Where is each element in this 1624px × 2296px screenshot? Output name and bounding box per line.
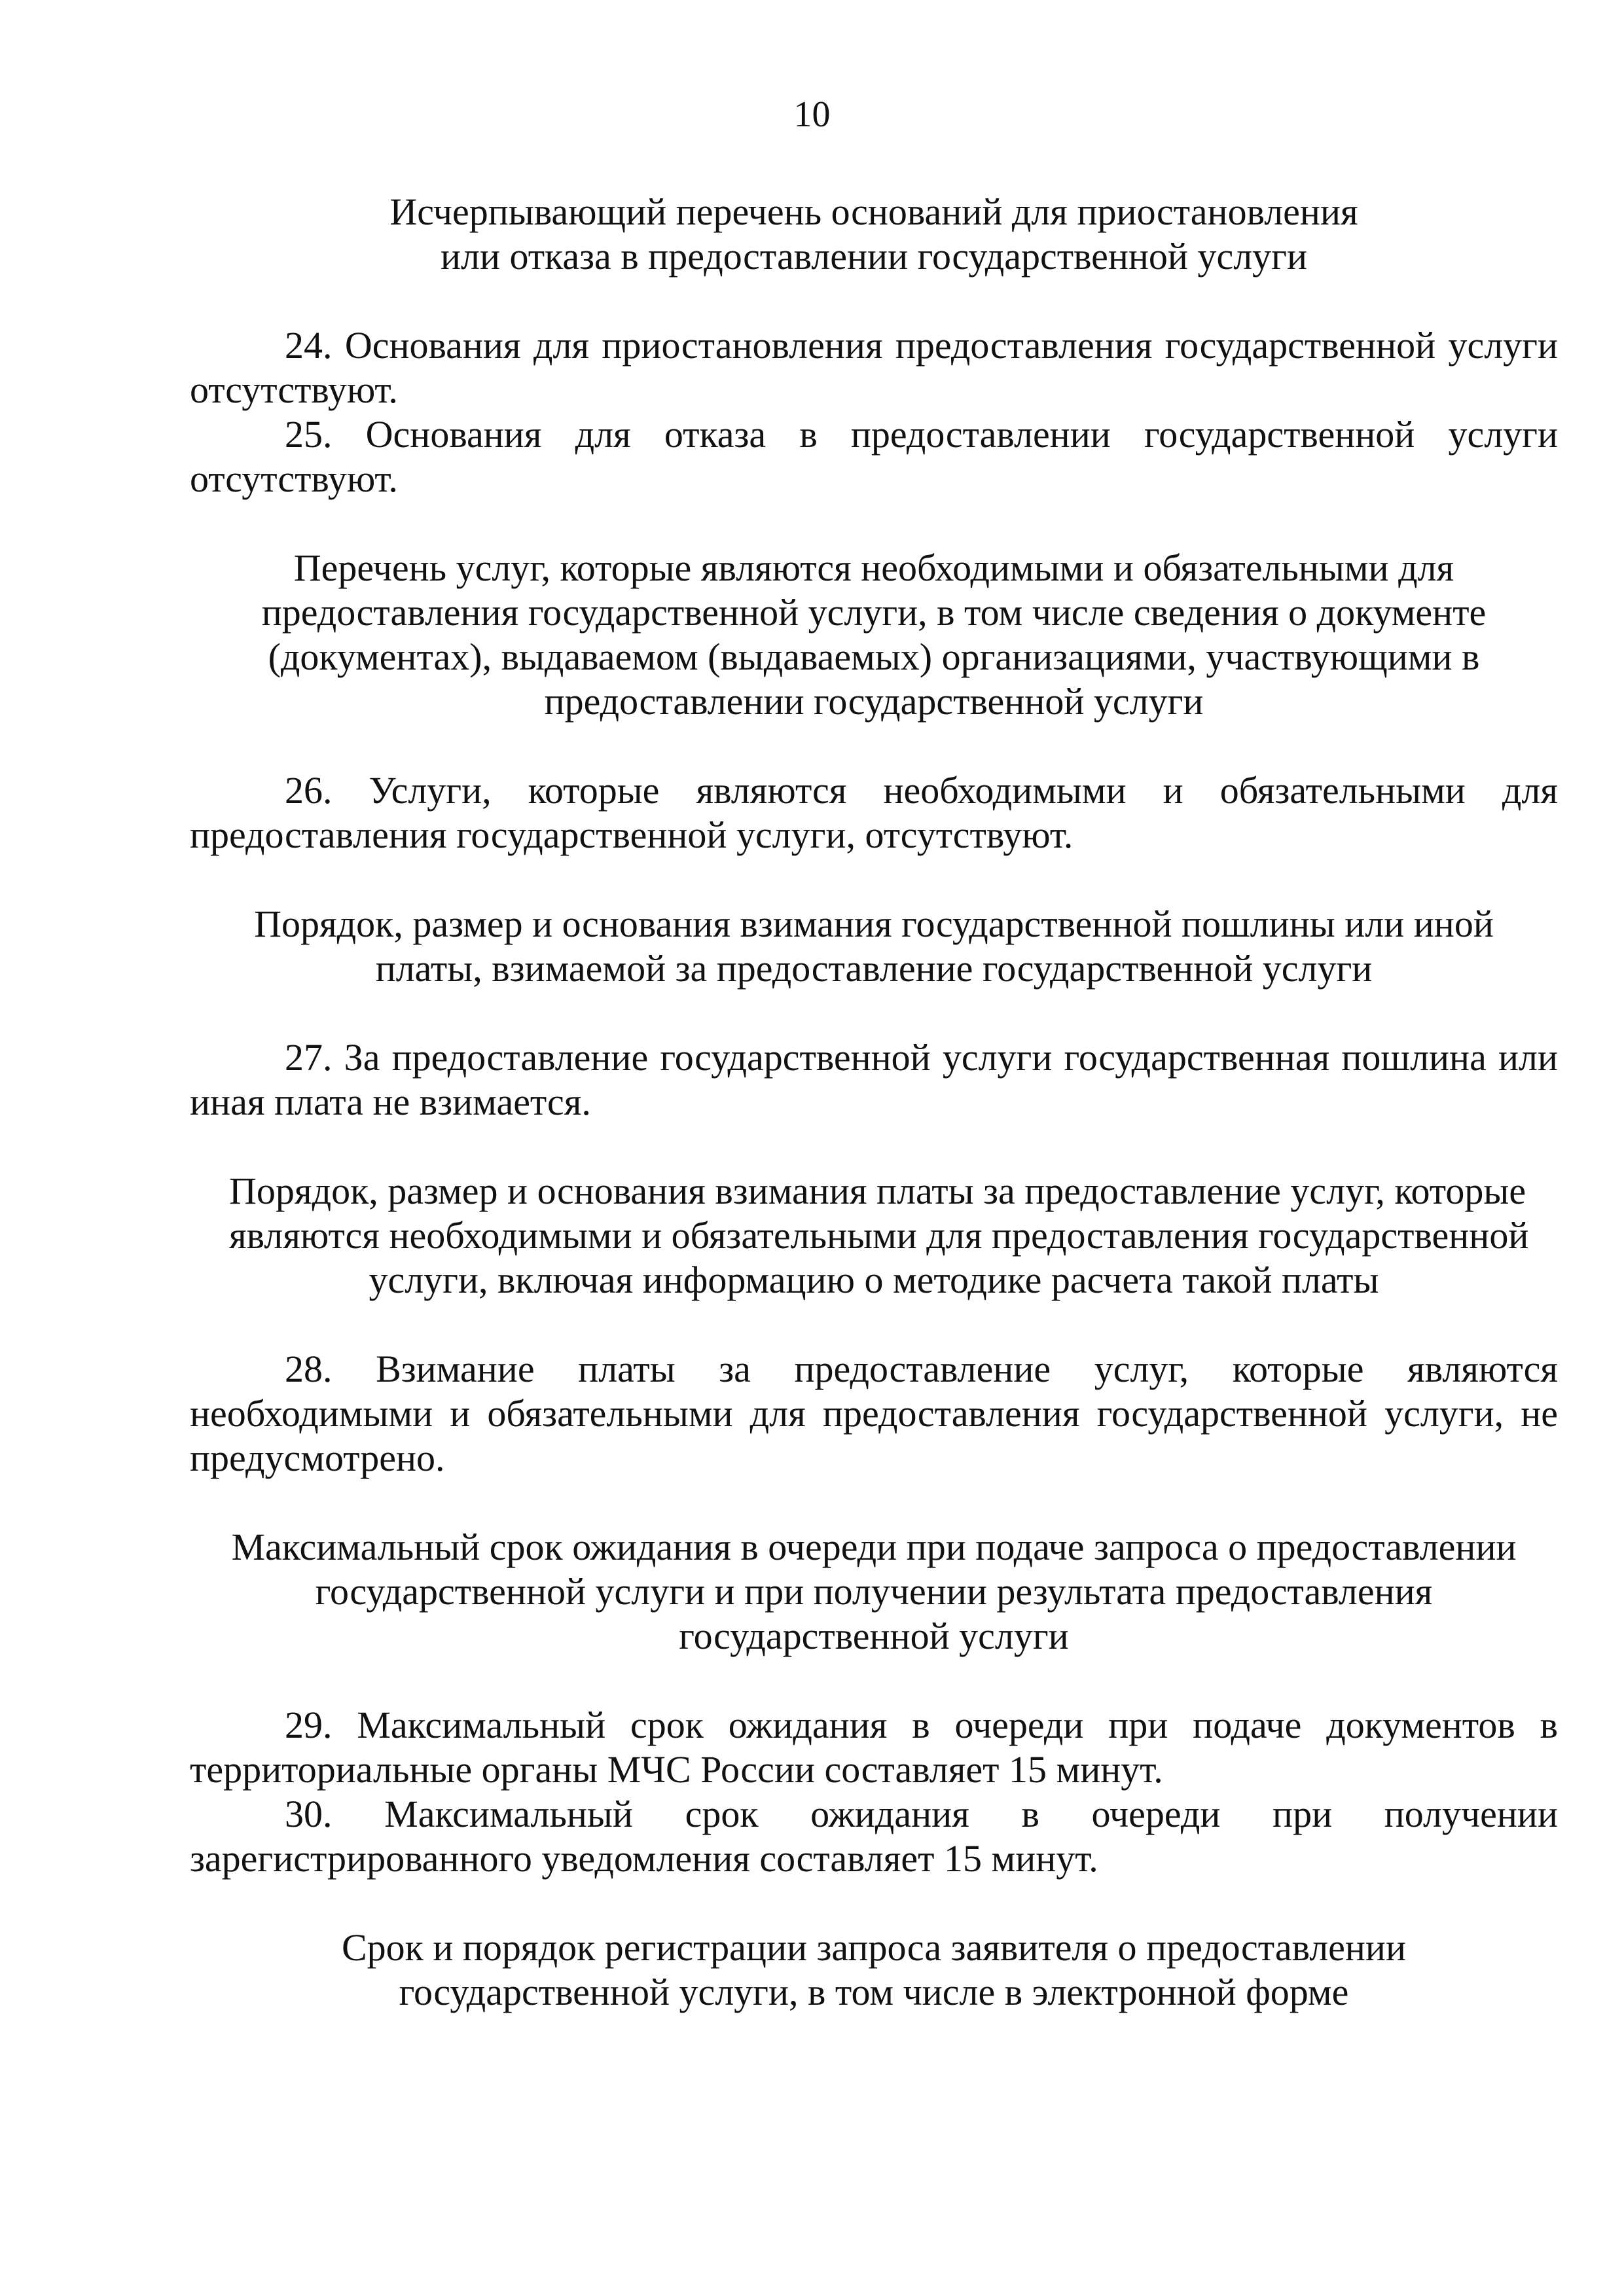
- heading-line: Перечень услуг, которые являются необходимыми и обязательными для: [293, 547, 1454, 589]
- page-number: 10: [793, 94, 831, 135]
- paragraph-29: 29. Максимальный срок ожидания в очереди при подаче документов в территориальные органы МЧС России составляет 15 минут.: [190, 1704, 1558, 1791]
- heading-line: или отказа в предоставлении государственной услуги: [440, 235, 1307, 278]
- heading-line: Исчерпывающий перечень оснований для приостановления: [389, 190, 1358, 233]
- section-heading: [190, 1926, 1558, 2015]
- heading-line: (документах), выдаваемом (выдаваемых) организациями, участвующими в: [268, 636, 1480, 678]
- heading-line: предоставления государственной услуги, в том числе сведения о документе: [261, 591, 1487, 634]
- heading-line: Максимальный срок ожидания в очереди при подаче запроса о предоставлении: [231, 1526, 1517, 1568]
- section-heading: [190, 902, 1558, 991]
- paragraph-24: 24. Основания для приостановления предоставления государственной услуги отсутствуют.: [190, 324, 1558, 411]
- document-body: [190, 190, 1558, 2015]
- heading-line: государственной услуги: [679, 1615, 1069, 1657]
- heading-line: Порядок, размер и основания взимания государственной пошлины или иной: [254, 903, 1494, 945]
- paragraph-26: 26. Услуги, которые являются необходимыми и обязательными для предоставления государственной услуги, отсутствуют.: [190, 769, 1558, 856]
- heading-line: государственной услуги и при получении результата предоставления: [315, 1570, 1433, 1613]
- section-heading: [190, 1169, 1558, 1302]
- section-heading: [190, 190, 1558, 279]
- paragraph-27: 27. За предоставление государственной услуги государственная пошлина или иная плата не взимается.: [190, 1036, 1558, 1123]
- heading-line: платы, взимаемой за предоставление государственной услуги: [375, 947, 1373, 990]
- paragraph-28: 28. Взимание платы за предоставление услуг, которые являются необходимыми и обязательными для предоставления государственной услуги, не предусмотрено.: [190, 1348, 1558, 1479]
- heading-line: услуги, включая информацию о методике расчета такой платы: [369, 1259, 1379, 1301]
- heading-line: Порядок, размер и основания взимания платы за предоставление услуг, которые: [229, 1170, 1526, 1212]
- paragraph-25: 25. Основания для отказа в предоставлении государственной услуги отсутствуют.: [190, 413, 1558, 500]
- section-heading: [190, 1525, 1558, 1659]
- heading-line: Срок и порядок регистрации запроса заявителя о предоставлении: [341, 1926, 1406, 1969]
- heading-line: государственной услуги, в том числе в электронной форме: [399, 1971, 1349, 2013]
- section-heading: [190, 546, 1558, 724]
- heading-line: являются необходимыми и обязательными для предоставления государственной: [229, 1214, 1529, 1257]
- paragraph-30: 30. Максимальный срок ожидания в очереди при получении зарегистрированного уведомления составляет 15 минут.: [190, 1793, 1558, 1880]
- heading-line: предоставлении государственной услуги: [544, 680, 1204, 723]
